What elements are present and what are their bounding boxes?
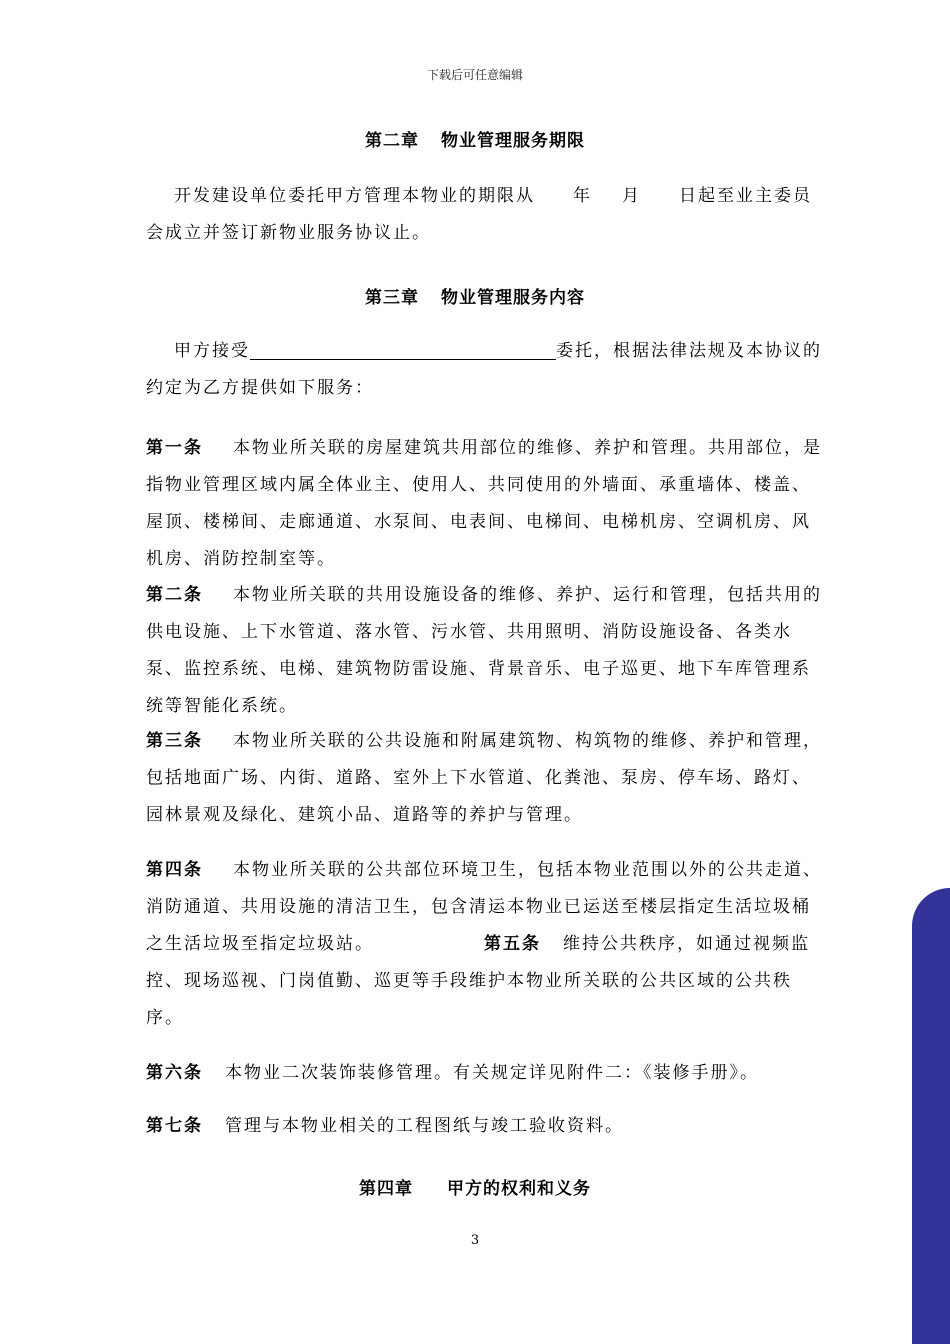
- article-label: 第一条: [146, 438, 203, 458]
- article-4-5: [146, 852, 822, 1037]
- article-text: 本物业所关联的共用设施设备的维修、养护、运行和管理，包括共用的供电设施、上下水管道、落水管、污水管、共用照明、消防设施设备、各类水泵、监控系统、电梯、建筑物防雷设施、背景音乐、电子巡更、地下车库管理系统等智能化系统。: [146, 585, 822, 716]
- article-label: 第三条: [146, 731, 203, 751]
- header-note: 下载后可任意编辑: [426, 68, 523, 82]
- article-text: 本物业所关联的公共部位环境卫生，包括本物业范围以外的公共走道、消防通道、共用设施的清洁卫生，包含清运本物业已运送至楼层指定生活垃圾桶之生活垃圾至指定垃圾站。: [146, 860, 822, 954]
- term-paragraph: 开发建设单位委托甲方管理本物业的期限从 年 月 日起至业主委员会成立并签订新物业服务协议止。: [146, 186, 812, 243]
- article-label: 第五条: [484, 934, 541, 954]
- chapter-number: 第二章: [365, 131, 419, 151]
- chapter-3-heading: [0, 283, 950, 308]
- chapter-number: 第四章: [359, 1179, 413, 1199]
- article-text: 本物业二次装饰装修管理。有关规定详见附件二：《装修手册》。: [225, 1063, 759, 1083]
- article-text: 管理与本物业相关的工程图纸与竣工验收资料。: [225, 1116, 624, 1136]
- article-text: 维持公共秩序，如通过视频监控、现场巡视、门岗值勤、巡更等手段维护本物业所关联的公共区域的公共秩序。: [146, 934, 810, 1028]
- article-2: [146, 577, 822, 725]
- chapter-title: 物业管理服务内容: [441, 288, 585, 308]
- chapter-title: 物业管理服务期限: [441, 131, 585, 151]
- article-label: 第六条: [146, 1063, 203, 1083]
- intro-paragraph: 甲方接受 委托，根据法律法规及本协议的约定为乙方提供如下服务：: [146, 341, 822, 398]
- chapter-title: 甲方的权利和义务: [447, 1179, 591, 1199]
- article-7: [146, 1108, 822, 1145]
- article-label: 第七条: [146, 1116, 203, 1136]
- article-text: 本物业所关联的公共设施和附属建筑物、构筑物的维修、养护和管理，包括地面广场、内街、道路、室外上下水管道、化粪池、泵房、停车场、路灯、园林景观及绿化、建筑小品、道路等的养护与管理。: [146, 731, 822, 825]
- article-label: 第二条: [146, 585, 203, 605]
- article-3: [146, 723, 822, 834]
- chapter-number: 第三章: [365, 288, 419, 308]
- side-tab-decoration: [912, 888, 950, 1344]
- article-1: [146, 430, 822, 578]
- article-6: [146, 1055, 822, 1092]
- article-label: 第四条: [146, 860, 203, 880]
- article-text: 本物业所关联的房屋建筑共用部位的维修、养护和管理。共用部位，是指物业管理区域内属全体业主、使用人、共同使用的外墙面、承重墙体、楼盖、屋顶、楼梯间、走廊通道、水泵间、电表间、电梯间、电梯机房、空调机房、风机房、消防控制室等。: [146, 438, 822, 569]
- page-number: 3: [470, 1233, 480, 1248]
- chapter-4-heading: [0, 1174, 950, 1199]
- fill-in-blank: [250, 339, 556, 360]
- chapter-2-heading: [0, 126, 950, 151]
